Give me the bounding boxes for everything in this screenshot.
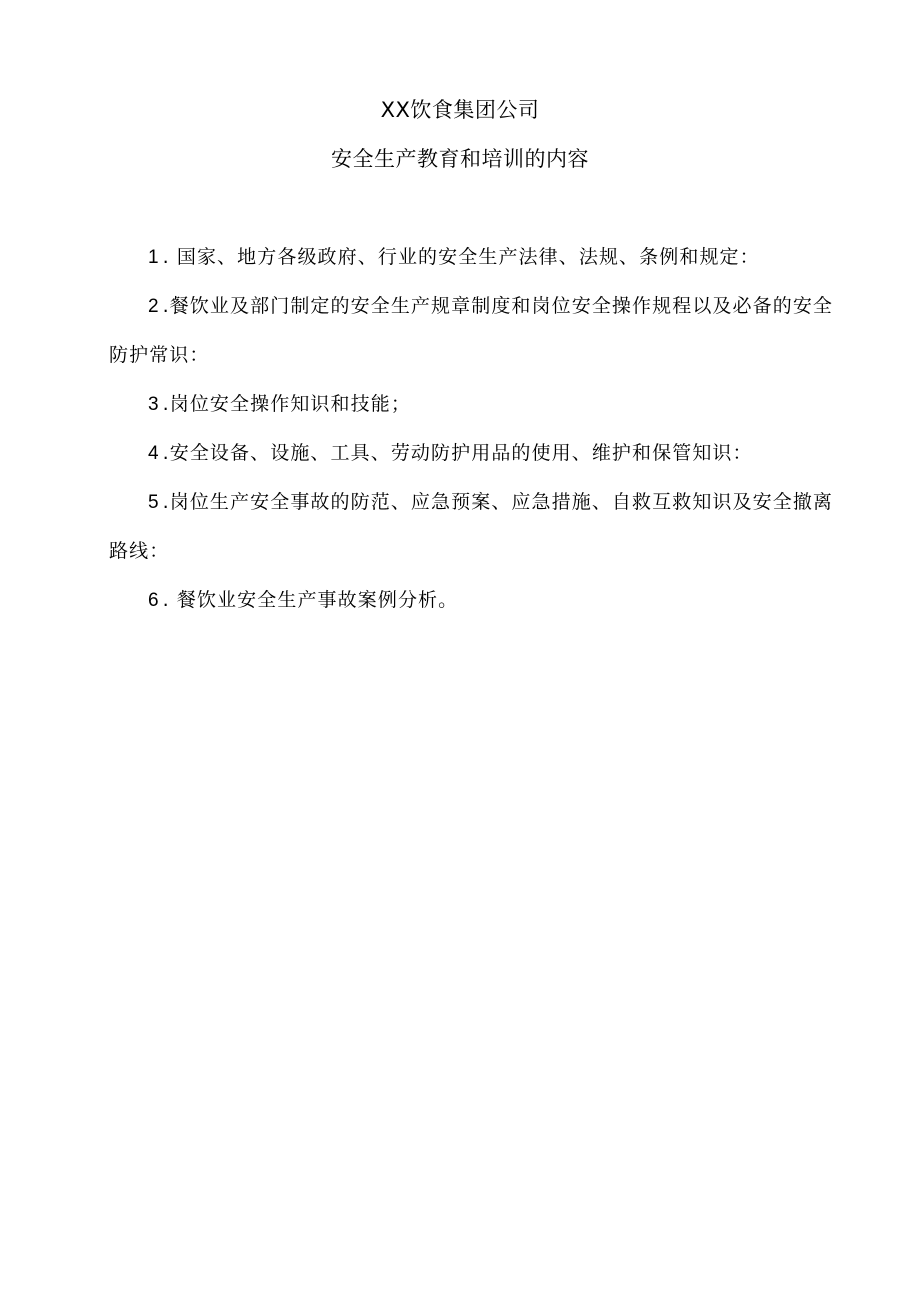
list-item bbox=[109, 478, 834, 576]
company-title: XX饮食集团公司 bbox=[380, 98, 540, 122]
item-text: . 餐饮业安全生产事故案例分析。 bbox=[162, 589, 459, 611]
list-item bbox=[109, 282, 834, 380]
content-list bbox=[109, 233, 834, 625]
document-subtitle: 安全生产教育和培训的内容 bbox=[331, 147, 589, 171]
list-item bbox=[109, 576, 834, 625]
item-number: 4 bbox=[148, 443, 159, 464]
item-number: 2 bbox=[148, 296, 159, 317]
list-item bbox=[109, 233, 834, 282]
item-text: .餐饮业及部门制定的安全生产规章制度和岗位安全操作规程以及必备的安全防护常识： bbox=[109, 295, 834, 366]
item-number: 6 bbox=[148, 590, 159, 611]
item-text: .安全设备、设施、工具、劳动防护用品的使用、维护和保管知识： bbox=[162, 442, 753, 464]
item-number: 3 bbox=[148, 394, 159, 415]
list-item bbox=[109, 380, 834, 429]
item-text: .岗位安全操作知识和技能； bbox=[162, 393, 411, 415]
item-number: 1 bbox=[148, 247, 159, 268]
item-text: . 国家、地方各级政府、行业的安全生产法律、法规、条例和规定： bbox=[162, 246, 760, 268]
item-number: 5 bbox=[148, 492, 159, 513]
item-text: .岗位生产安全事故的防范、应急预案、应急措施、自救互救知识及安全撤离路线： bbox=[109, 491, 834, 562]
list-item bbox=[109, 429, 834, 478]
